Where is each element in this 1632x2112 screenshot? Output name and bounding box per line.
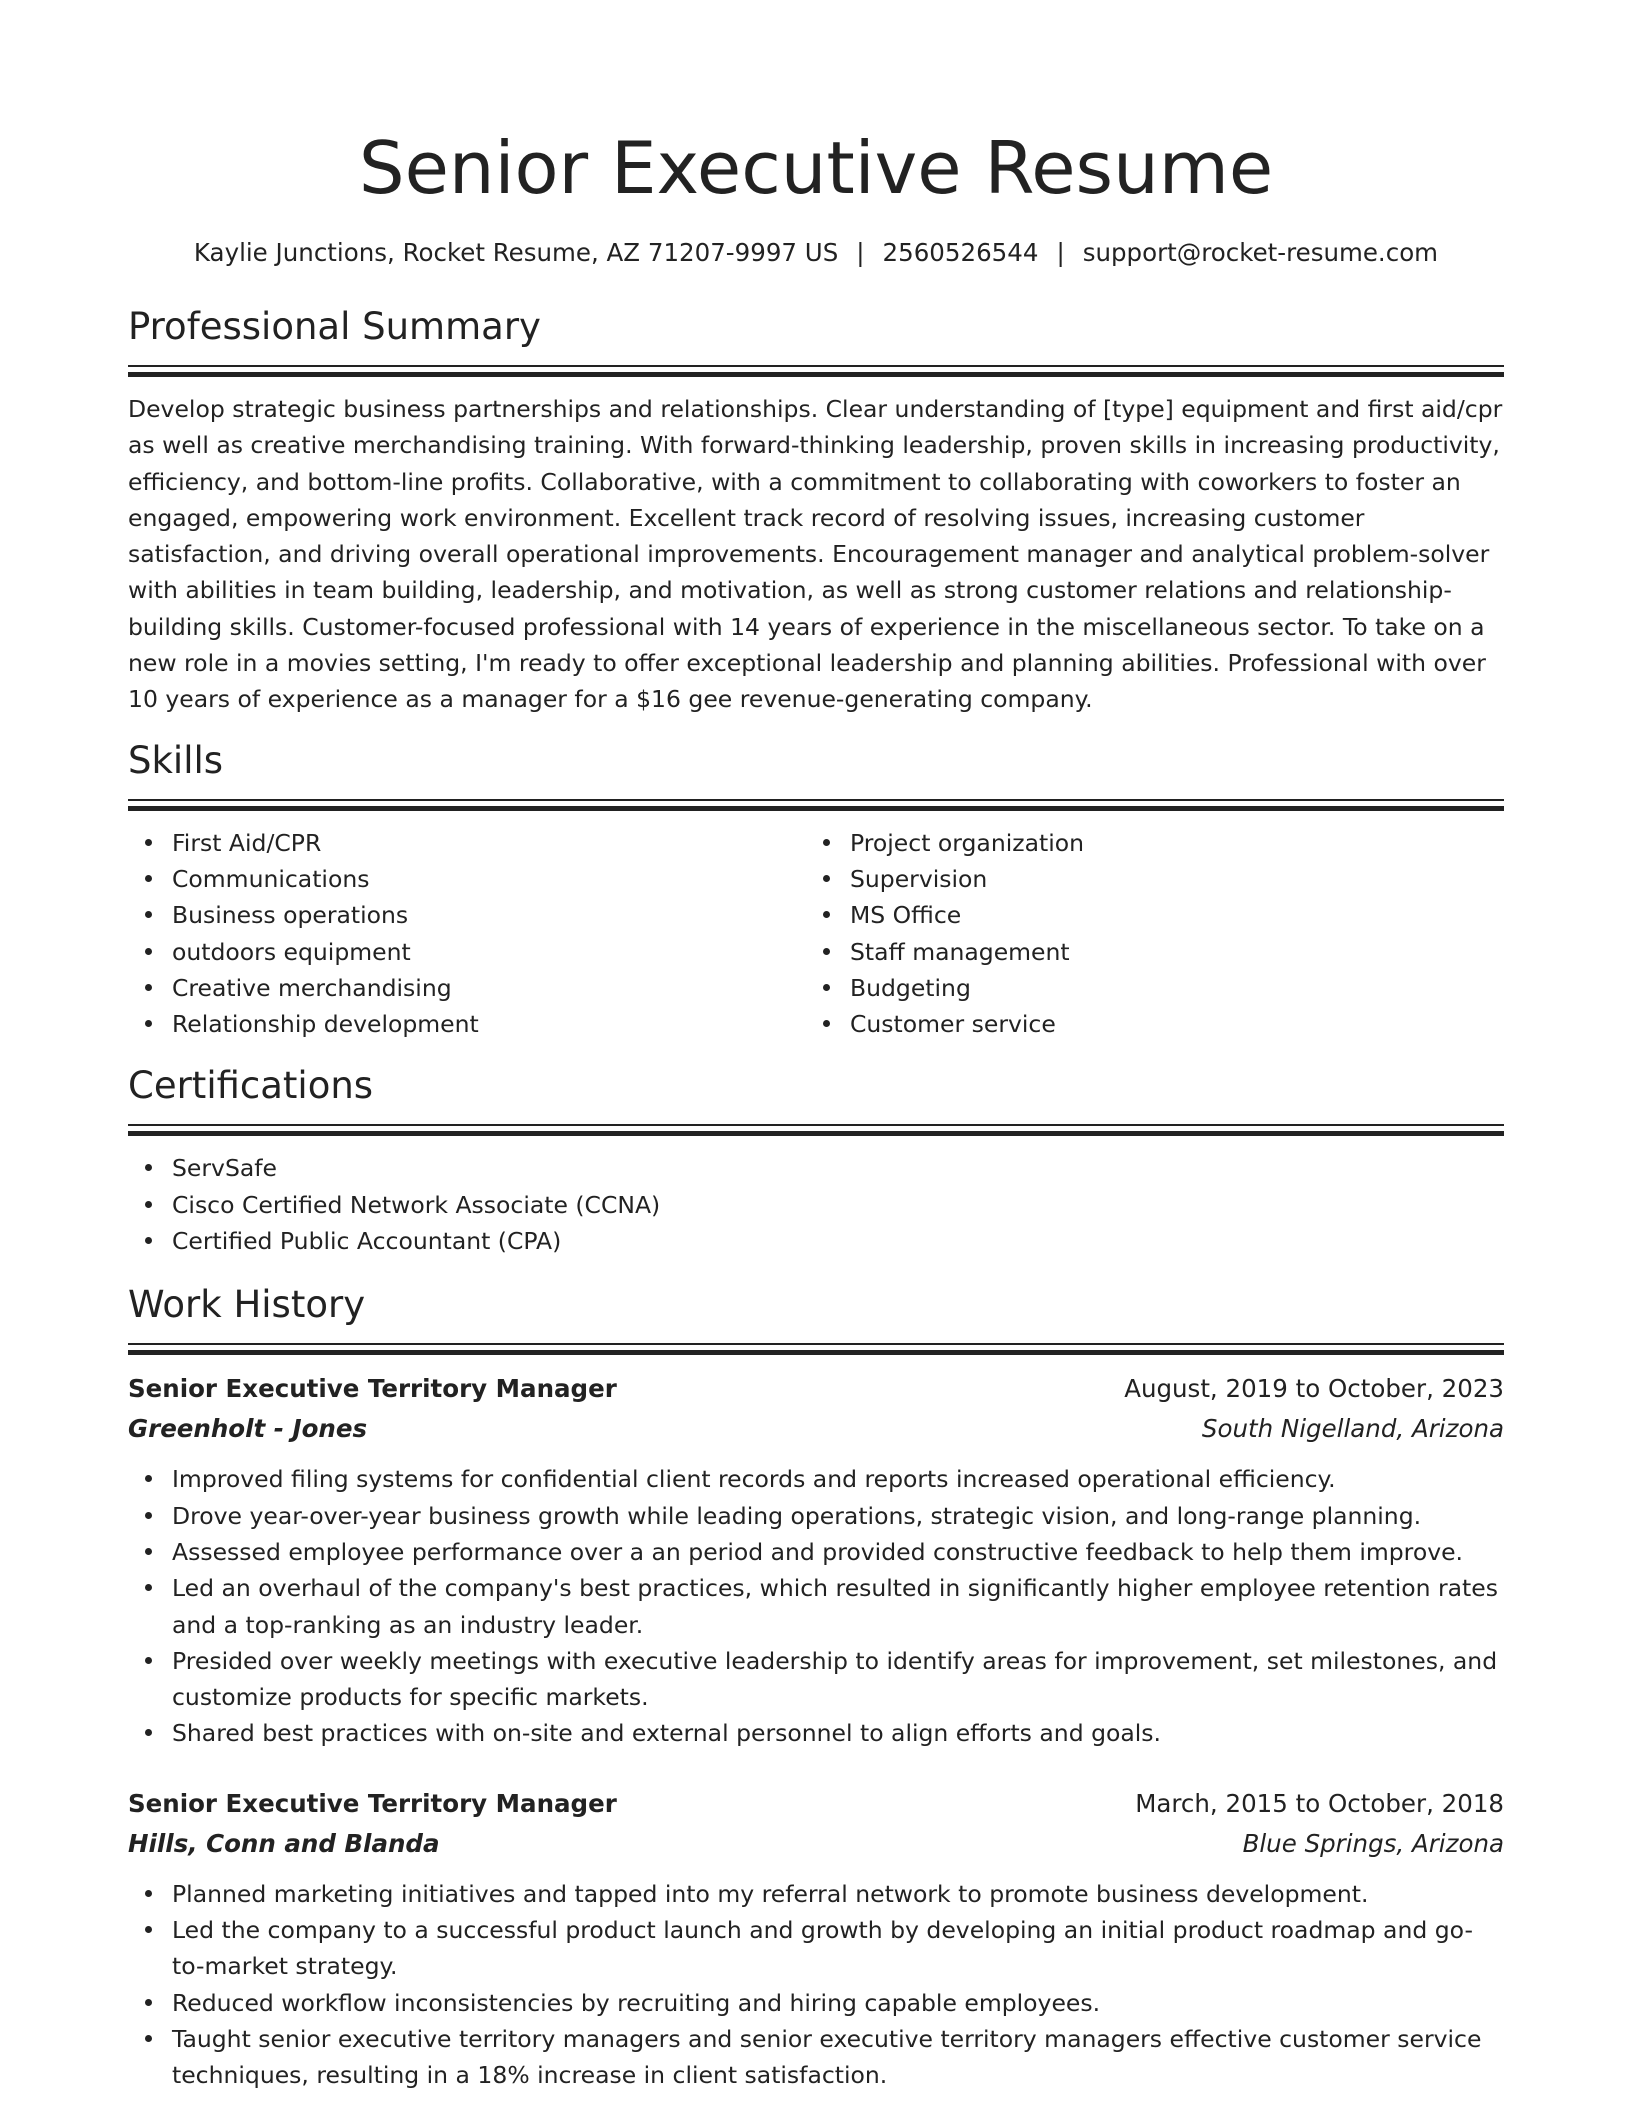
contact-separator: |	[1056, 238, 1065, 267]
section-divider	[128, 365, 1504, 377]
skills-list-right	[806, 825, 1484, 1043]
skills-column-right	[806, 825, 1484, 1043]
contact-phone: 2560526544	[882, 238, 1039, 267]
job-title: Senior Executive Territory Manager	[128, 1374, 617, 1404]
skills-column-left	[128, 825, 806, 1043]
work-history-section	[128, 1279, 1504, 2093]
section-divider	[128, 799, 1504, 811]
job-bullet: Assessed employee performance over a an period and provided constructive feedback to help them improve.	[172, 1534, 1504, 1570]
job-dates: August, 2019 to October, 2023	[1124, 1374, 1504, 1404]
job-bullet: Led the company to a successful product launch and growth by developing an initial product roadmap and go-to-market strategy.	[172, 1912, 1504, 1985]
certifications-heading: Certifications	[128, 1064, 374, 1108]
resume-page	[128, 0, 1504, 2094]
section-divider	[128, 1343, 1504, 1355]
job-subheader	[128, 1824, 1504, 1864]
contact-address: Kaylie Junctions, Rocket Resume, AZ 71207-9997 US	[193, 238, 839, 267]
skill-item: Relationship development	[172, 1006, 806, 1042]
certification-item: Cisco Certified Network Associate (CCNA)	[172, 1187, 1504, 1223]
skills-section	[128, 735, 1504, 1043]
section-divider	[128, 1124, 1504, 1136]
skill-item: Customer service	[850, 1006, 1484, 1042]
job-bullet: Reduced workflow inconsistencies by recruiting and hiring capable employees.	[172, 1985, 1504, 2021]
skill-item: Supervision	[850, 861, 1484, 897]
job-bullet: Improved filing systems for confidential client records and reports increased operational efficiency.	[172, 1461, 1504, 1497]
job-bullet: Presided over weekly meetings with executive leadership to identify areas for improvement, set milestones, and customize products for specific markets.	[172, 1643, 1504, 1716]
contact-line	[128, 236, 1504, 270]
certification-item: ServSafe	[172, 1150, 1504, 1186]
job-bullet: Planned marketing initiatives and tapped into my referral network to promote business development.	[172, 1876, 1504, 1912]
summary-text: Develop strategic business partnerships and relationships. Clear understanding of [type] equipment and first aid/cpr as well as creative merchandising training. With forward-thinking leadership, proven skills in increasing productivity, efficiency, and bottom-line profits. Collaborative, with a commitment to collaborating with coworkers to foster an engaged, empowering work environment. Excellent track record of resolving issues, increasing customer satisfaction, and driving overall operational improvements. Encouragement manager and analytical problem-solver with abilities in team building, leadership, and motivation, as well as strong customer relations and relationship-building skills. Customer-focused professional with 14 years of experience in the miscellaneous sector. To take on a new role in a movies setting, I'm ready to offer exceptional leadership and planning abilities. Professional with over 10 years of experience as a manager for a $16 gee revenue-generating company.	[128, 395, 1503, 714]
resume-title: Senior Executive Resume	[358, 126, 1274, 210]
job-company: Hills, Conn and Blanda	[128, 1828, 440, 1858]
job-dates: March, 2015 to October, 2018	[1135, 1788, 1504, 1818]
summary-heading: Professional Summary	[128, 305, 541, 348]
skill-item: Project organization	[850, 825, 1484, 861]
job-company: Greenholt - Jones	[128, 1414, 368, 1444]
job-entry	[128, 1369, 1504, 1751]
skill-item: Creative merchandising	[172, 970, 806, 1006]
summary-section	[128, 301, 1504, 718]
skills-grid	[128, 825, 1504, 1043]
skills-list-left	[128, 825, 806, 1043]
job-bullet: Led an overhaul of the company's best practices, which resulted in significantly higher employee retention rates and a top-ranking as an industry leader.	[172, 1570, 1504, 1643]
job-entry	[128, 1784, 1504, 2094]
job-bullet: Taught senior executive territory managers and senior executive territory managers effective customer service techniques, resulting in a 18% increase in client satisfaction.	[172, 2021, 1504, 2094]
certifications-section	[128, 1060, 1504, 1259]
job-title: Senior Executive Territory Manager	[128, 1788, 617, 1818]
contact-separator: |	[856, 238, 865, 267]
job-header	[128, 1784, 1504, 1824]
skill-item: First Aid/CPR	[172, 825, 806, 861]
skills-heading: Skills	[128, 738, 224, 782]
contact-email: support@rocket-resume.com	[1082, 238, 1439, 267]
job-bullet: Shared best practices with on-site and external personnel to align efforts and goals.	[172, 1715, 1504, 1751]
work-history-heading: Work History	[128, 1283, 366, 1327]
job-bullets	[128, 1461, 1504, 1751]
job-location: Blue Springs, Arizona	[1242, 1828, 1504, 1858]
job-location: South Nigelland, Arizona	[1201, 1414, 1504, 1444]
skill-item: Communications	[172, 861, 806, 897]
skill-item: Budgeting	[850, 970, 1484, 1006]
skill-item: Business operations	[172, 897, 806, 933]
skill-item: Staff management	[850, 934, 1484, 970]
job-subheader	[128, 1409, 1504, 1449]
skill-item: outdoors equipment	[172, 934, 806, 970]
job-bullet: Drove year-over-year business growth while leading operations, strategic vision, and long-range planning.	[172, 1498, 1504, 1534]
certifications-list	[128, 1150, 1504, 1259]
job-header	[128, 1369, 1504, 1409]
job-bullets	[128, 1876, 1504, 2094]
skill-item: MS Office	[850, 897, 1484, 933]
certification-item: Certified Public Accountant (CPA)	[172, 1223, 1504, 1259]
